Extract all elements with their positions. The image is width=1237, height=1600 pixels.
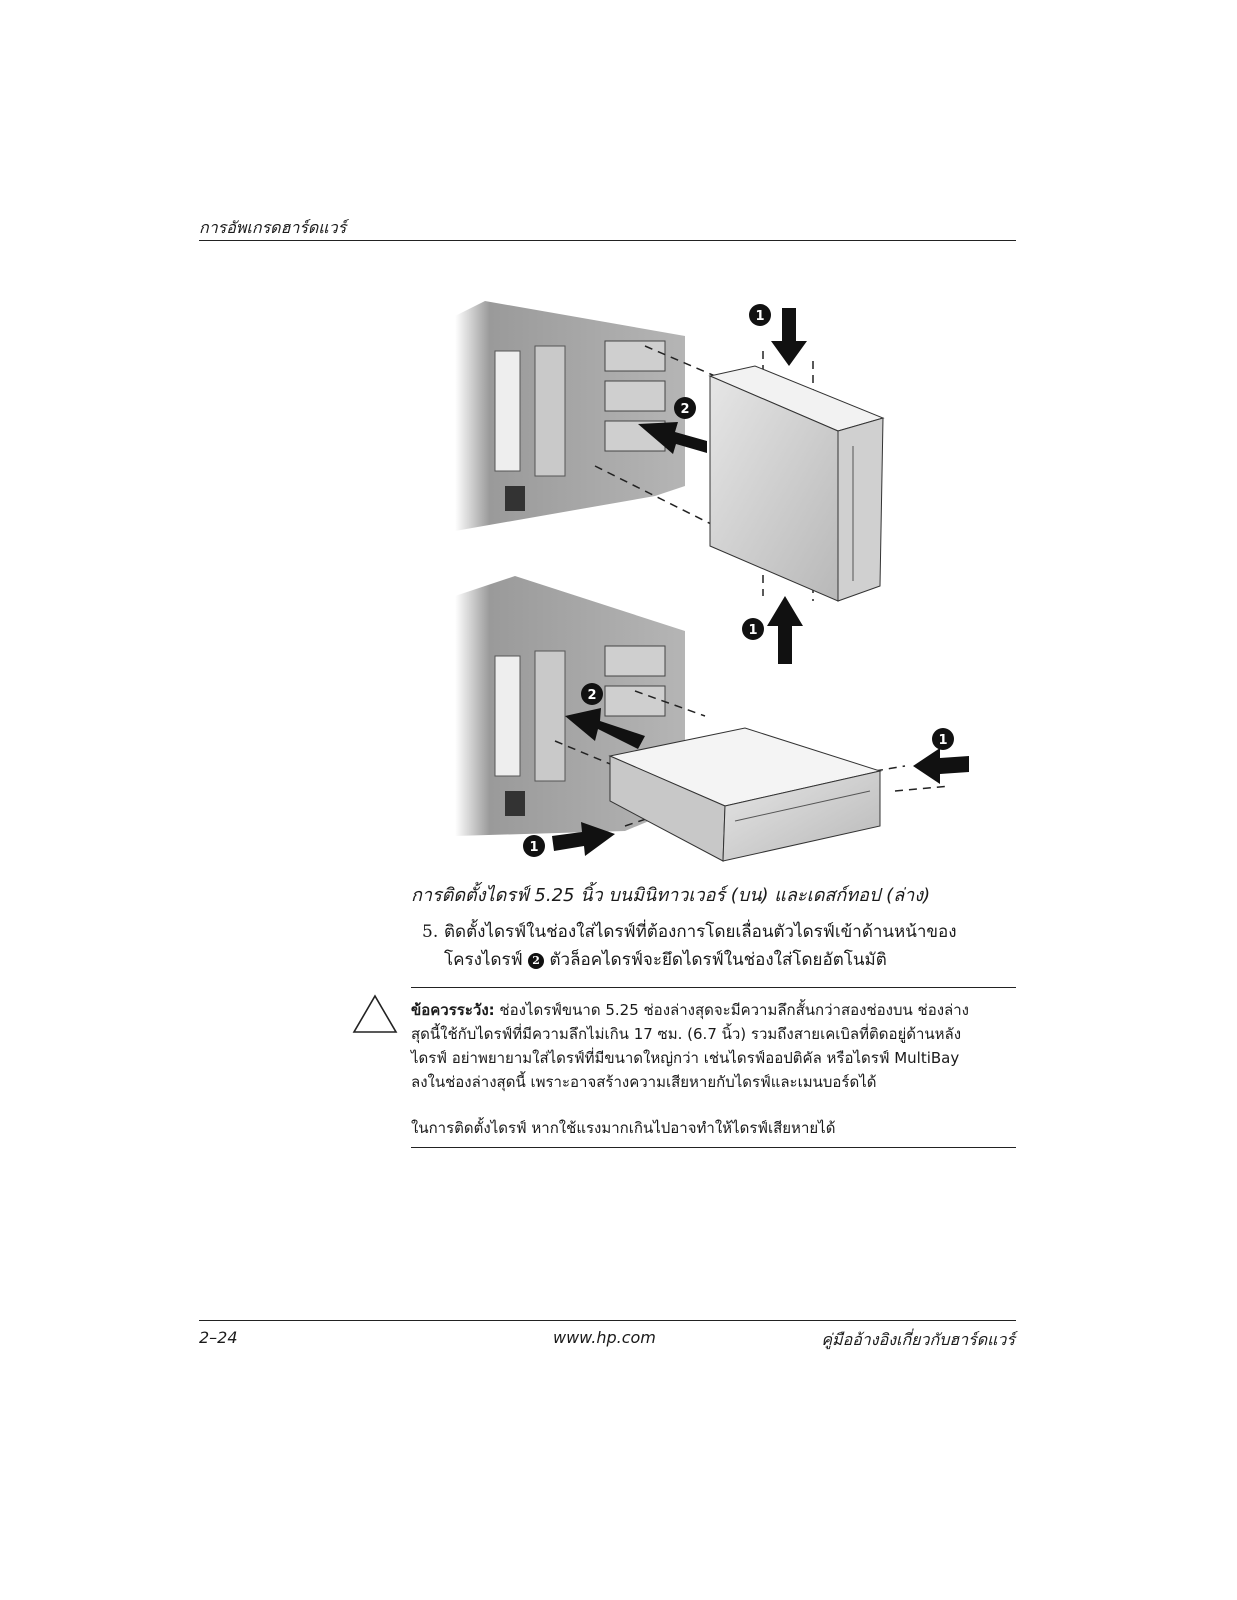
step-line-2-pre: โครงไดรฟ์ bbox=[444, 950, 523, 970]
callout-2-bottom bbox=[581, 683, 603, 705]
callout-1-middle bbox=[742, 618, 764, 640]
step-5 bbox=[422, 918, 982, 974]
caution-line-1 bbox=[411, 998, 981, 1022]
caution-block bbox=[411, 998, 981, 1094]
footer-url: www.hp.com bbox=[553, 1328, 656, 1347]
step-line-2 bbox=[422, 946, 982, 974]
caution-line-2: สุดนี้ใช้กับไดรฟ์ที่มีความลึกไม่เกิน 17 ซม. (6.7 นิ้ว) รวมถึงสายเคเบิลที่ติดอยู่ด้านหลัง bbox=[411, 1025, 962, 1043]
caution-label: ข้อควรระวัง: bbox=[411, 1001, 495, 1019]
running-head: การอัพเกรดฮาร์ดแวร์ bbox=[199, 218, 347, 237]
step-line-1: ติดตั้งไดรฟ์ในช่องใส่ไดรฟ์ที่ต้องการโดยเลื่อนตัวไดรฟ์เข้าด้านหน้าของ bbox=[444, 922, 957, 942]
svg-text:1: 1 bbox=[755, 309, 765, 324]
optical-drive-horizontal bbox=[610, 728, 880, 861]
minitower-chassis bbox=[455, 301, 685, 531]
arrow-down bbox=[771, 308, 807, 366]
arrow-up bbox=[767, 596, 803, 664]
svg-text:2: 2 bbox=[680, 402, 690, 417]
step-line-2-post: ตัวล็อคไดรฟ์จะยึดไดรฟ์ในช่องใส่โดยอัตโนมัติ bbox=[549, 950, 887, 970]
caution-line-3: ไดรฟ์ อย่าพยายามใส่ไดรฟ์ที่มีขนาดใหญ่กว่า เช่นไดรฟ์ออปติคัล หรือไดรฟ์ MultiBay bbox=[411, 1049, 960, 1067]
caution-line-4: ลงในช่องล่างสุดนี้ เพราะอาจสร้างความเสียหายกับไดรฟ์และเมนบอร์ดได้ bbox=[411, 1073, 877, 1091]
callout-2-inline: 2 bbox=[528, 953, 544, 969]
callout-2-top bbox=[674, 397, 696, 419]
drive-installation-figure bbox=[455, 296, 975, 866]
callout-1-bottom-right bbox=[932, 728, 954, 750]
caution-top-rule bbox=[411, 987, 1016, 988]
footer-book-title: คู่มืออ้างอิงเกี่ยวกับฮาร์ดแวร์ bbox=[821, 1330, 1015, 1349]
svg-text:1: 1 bbox=[748, 623, 758, 638]
callout-1-top bbox=[749, 304, 771, 326]
svg-text:2: 2 bbox=[587, 688, 597, 703]
caution-text-1: ช่องไดรฟ์ขนาด 5.25 ช่องล่างสุดจะมีความลึกสั้นกว่าสองช่องบน ช่องล่าง bbox=[499, 1001, 969, 1019]
callout-1-bottom-left bbox=[523, 835, 545, 857]
footer-rule bbox=[199, 1320, 1016, 1321]
caution-bottom-rule bbox=[411, 1147, 1016, 1148]
header-rule bbox=[199, 240, 1016, 241]
figure-caption: การติดตั้งไดรฟ์ 5.25 นิ้ว บนมินิทาวเวอร์ (บน) และเดสก์ทอป (ล่าง) bbox=[411, 885, 931, 906]
svg-text:1: 1 bbox=[938, 733, 948, 748]
caution-note: ในการติดตั้งไดรฟ์ หากใช้แรงมากเกินไปอาจทำให้ไดรฟ์เสียหายได้ bbox=[411, 1119, 836, 1137]
optical-drive-vertical bbox=[710, 366, 883, 601]
arrow-left-bottom-1 bbox=[913, 748, 969, 784]
step-number: 5. bbox=[422, 922, 439, 942]
svg-text:1: 1 bbox=[529, 840, 539, 855]
page-number: 2–24 bbox=[199, 1328, 238, 1347]
caution-triangle-icon bbox=[352, 994, 398, 1034]
